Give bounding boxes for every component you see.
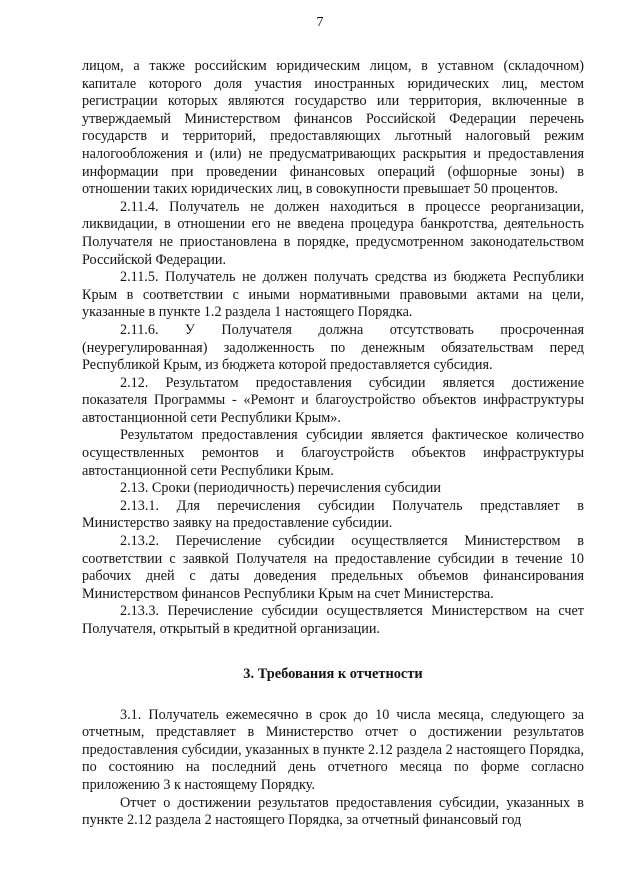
paragraph-2-13-3: 2.13.3. Перечисление субсидии осуществляется Министерством на счет Получателя, открытый в кредитной организации. <box>82 603 584 637</box>
paragraph-continuation: лицом, а также российским юридическим лицом, в уставном (складочном) капитале которого доля участия иностранных юридических лиц, местом регистрации которых являются государство или территория, включенные в утверждаемый Министерством финансов Российской Федерации перечень государств и территорий, предоставляющих льготный налоговый режим налогообложения и (или) не предусматривающих раскрытия и предоставления информации при проведении финансовых операций (офшорные зоны) в отношении таких юридических лиц, в совокупности превышает 50 процентов. <box>82 58 584 198</box>
paragraph-2-12: 2.12. Результатом предоставления субсидии является достижение показателя Программы - «Ремонт и благоустройство объектов инфраструктуры автостанционной сети Республики Крым». <box>82 374 584 426</box>
paragraph-report-annual: Отчет о достижении результатов предоставления субсидии, указанных в пункте 2.12 раздела 2 настоящего Порядка, за отчетный финансовый год <box>82 794 584 829</box>
paragraph-2-12-result: Результатом предоставления субсидии является фактическое количество осуществленных ремонтов и благоустройств объектов инфраструктуры автостанционной сети Республики Крым. <box>82 427 584 479</box>
paragraph-2-13-2: 2.13.2. Перечисление субсидии осуществляется Министерством в соответствии с заявкой Получателя на предоставление субсидии в течение 10 рабочих дней с даты доведения предельных объемов финансирования Министерством финансов Республики Крым на счет Министерства. <box>82 533 584 602</box>
paragraph-2-11-5: 2.11.5. Получатель не должен получать средства из бюджета Республики Крым в соответствии с иными нормативными правовыми актами на цели, указанные в пункте 1.2 раздела 1 настоящего Порядка. <box>82 269 584 321</box>
page-number: 7 <box>316 15 324 30</box>
paragraph-3-1: 3.1. Получатель ежемесячно в срок до 10 числа месяца, следующего за отчетным, представляет в Министерство отчет о достижении результатов предоставления субсидии, указанных в пункте 2.12 раздела 2 настоящего Порядка, по состоянию на последний день отчетного месяца по форме согласно приложению 3 к настоящему Порядку. <box>82 706 584 793</box>
section-heading: 3. Требования к отчетности <box>243 665 423 682</box>
paragraph-2-11-6: 2.11.6. У Получателя должна отсутствовать просроченная (неурегулированная) задолженность по денежным обязательствам перед Республикой Крым, из бюджета которой предоставляется субсидия. <box>82 321 584 374</box>
paragraph-2-13-1: 2.13.1. Для перечисления субсидии Получатель представляет в Министерство заявку на предоставление субсидии. <box>82 497 584 532</box>
paragraph-2-13: 2.13. Сроки (периодичность) перечисления субсидии <box>120 480 441 497</box>
paragraph-2-11-4: 2.11.4. Получатель не должен находиться в процессе реорганизации, ликвидации, в отношении его не введена процедура банкротства, деятельность Получателя не приостановлена в порядке, предусмотренном законодательством Российской Федерации. <box>82 198 584 268</box>
document-body <box>82 58 584 830</box>
